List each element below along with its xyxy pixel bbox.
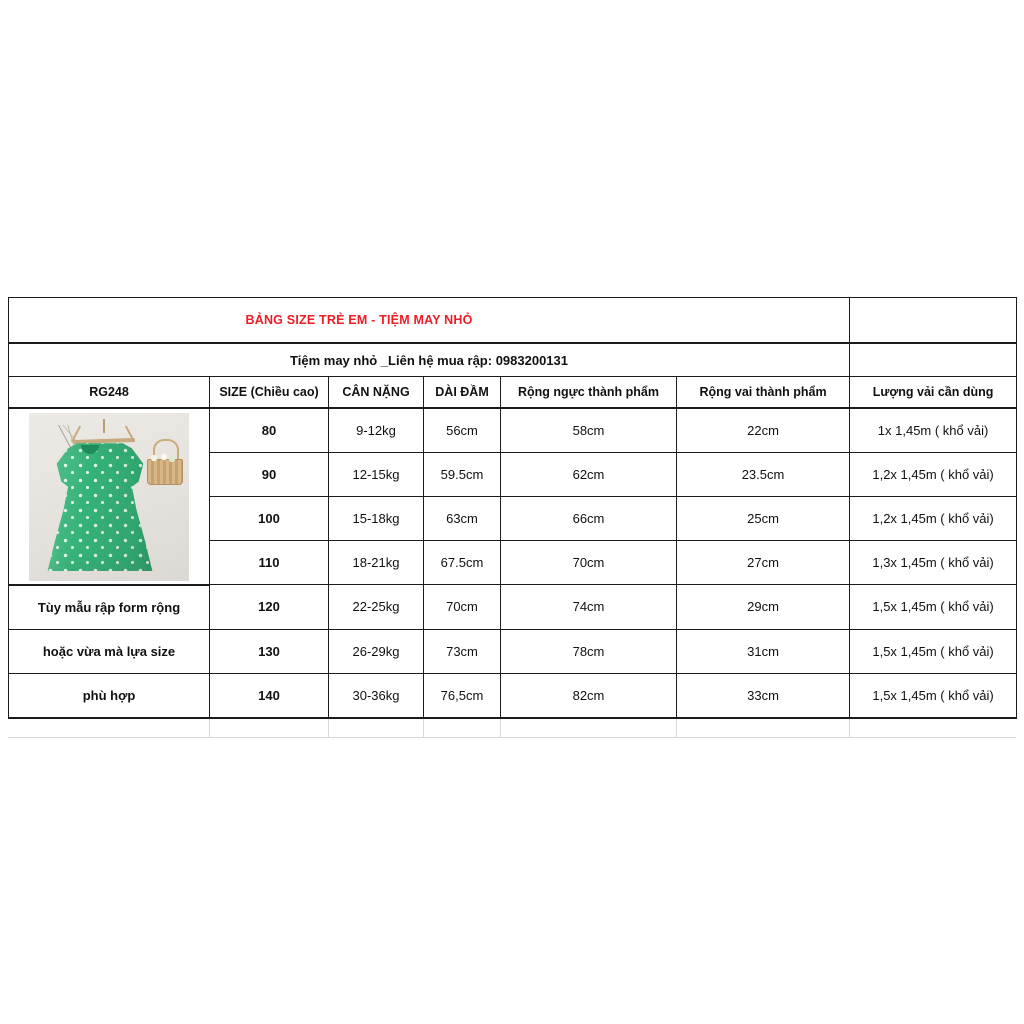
cell-chest-width: 70cm [501,541,677,585]
cell-shoulder-width: 29cm [677,585,850,630]
cell-dress-length: 63cm [424,497,501,541]
cell-size: 90 [210,453,329,497]
cell-chest-width: 62cm [501,453,677,497]
hanger-hook-icon [103,419,105,433]
cell-shoulder-width: 23.5cm [677,453,850,497]
cell-fabric-amount: 1,5x 1,45m ( khổ vải) [850,629,1017,673]
cell-shoulder-width: 25cm [677,497,850,541]
chart-title-cell [9,298,850,344]
cell-weight: 30-36kg [329,673,424,718]
cell-dress-length: 70cm [424,585,501,630]
contact-row [9,343,1017,377]
cell-dress-length: 59.5cm [424,453,501,497]
size-chart-table [8,297,1017,719]
cell-chest-width: 82cm [501,673,677,718]
title-row-spacer [850,298,1017,344]
cell-weight: 26-29kg [329,629,424,673]
gridline-horizontal [8,737,1016,738]
cell-dress-length: 73cm [424,629,501,673]
cell-chest-width: 74cm [501,585,677,630]
column-header-shoulder-width: Rộng vai thành phẩm [677,377,850,409]
table-row [9,585,1017,630]
cell-shoulder-width: 27cm [677,541,850,585]
table-row [9,629,1017,673]
cell-fabric-amount: 1,5x 1,45m ( khổ vải) [850,585,1017,630]
column-header-dress-length: DÀI ĐẦM [424,377,501,409]
cell-shoulder-width: 33cm [677,673,850,718]
table-row [9,408,1017,453]
cell-size: 100 [210,497,329,541]
cell-dress-length: 76,5cm [424,673,501,718]
cell-chest-width: 66cm [501,497,677,541]
column-header-weight: CÂN NẶNG [329,377,424,409]
cell-weight: 9-12kg [329,408,424,453]
cell-size: 120 [210,585,329,630]
cell-weight: 12-15kg [329,453,424,497]
cell-dress-length: 56cm [424,408,501,453]
cell-weight: 15-18kg [329,497,424,541]
title-row [9,298,1017,344]
cell-size: 110 [210,541,329,585]
note-line-2: hoặc vừa mà lựa size [9,629,210,673]
table-row [9,673,1017,718]
column-header-chest-width: Rộng ngực thành phẩm [501,377,677,409]
page-title: BẢNG SIZE TRẺ EM - TIỆM MAY NHỎ [245,313,473,327]
contact-row-spacer [850,343,1017,377]
column-header-size: SIZE (Chiều cao) [210,377,329,409]
note-line-3: phù hợp [9,673,210,718]
cell-weight: 18-21kg [329,541,424,585]
cell-shoulder-width: 31cm [677,629,850,673]
note-line-1: Tùy mẫu rập form rộng [9,585,210,630]
woven-basket-icon [147,459,183,485]
cell-shoulder-width: 22cm [677,408,850,453]
contact-banner: Tiệm may nhỏ _Liên hệ mua rập: 0983200131 [9,343,850,377]
cell-chest-width: 78cm [501,629,677,673]
cell-chest-width: 58cm [501,408,677,453]
cell-size: 130 [210,629,329,673]
cell-fabric-amount: 1,2x 1,45m ( khổ vải) [850,453,1017,497]
cell-fabric-amount: 1,5x 1,45m ( khổ vải) [850,673,1017,718]
cell-dress-length: 67.5cm [424,541,501,585]
cell-fabric-amount: 1x 1,45m ( khổ vải) [850,408,1017,453]
product-photo-cell [9,408,210,585]
cell-fabric-amount: 1,3x 1,45m ( khổ vải) [850,541,1017,585]
basket-flowers [149,453,177,462]
cell-size: 80 [210,408,329,453]
cell-fabric-amount: 1,2x 1,45m ( khổ vải) [850,497,1017,541]
cell-weight: 22-25kg [329,585,424,630]
cell-size: 140 [210,673,329,718]
product-photo [29,413,189,581]
column-header-fabric-amount: Lượng vải cần dùng [850,377,1017,409]
product-code-cell: RG248 [9,377,210,409]
table-header-row [9,377,1017,409]
